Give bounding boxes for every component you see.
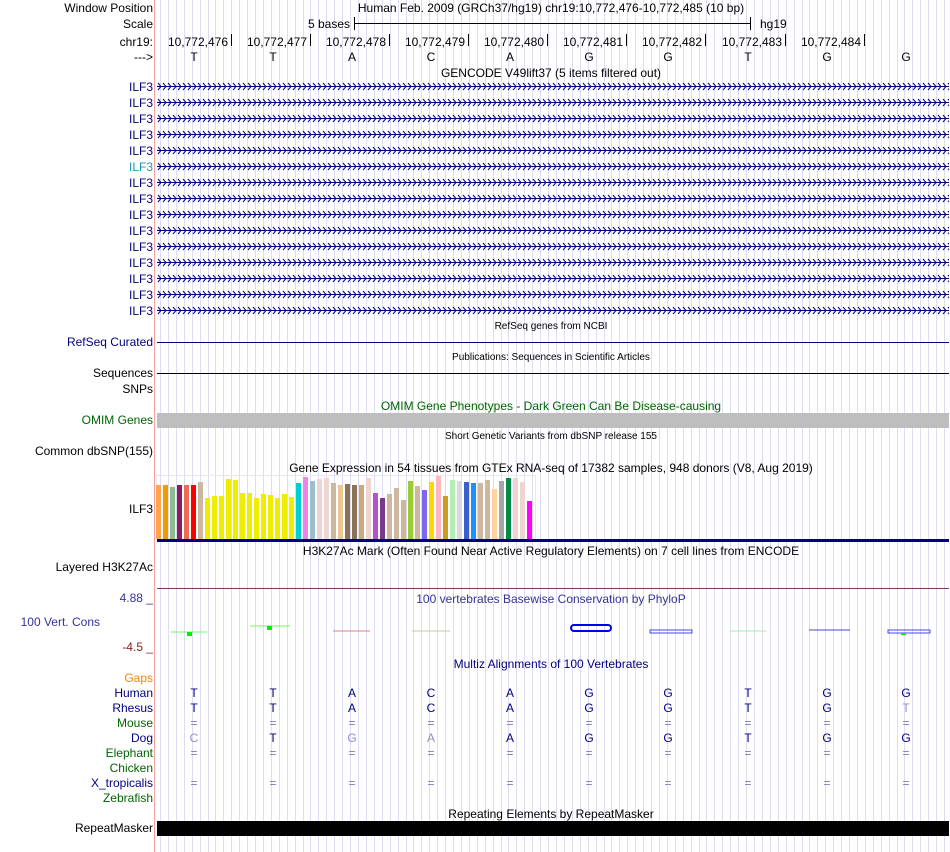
gtex-tissue-bar[interactable]: [352, 485, 357, 539]
gtex-tissue-bar[interactable]: [289, 497, 294, 539]
gtex-tissue-bar[interactable]: [177, 485, 182, 539]
coordinate-label: 10,772,476: [167, 35, 228, 49]
coordinate-tick: [231, 34, 232, 46]
gencode-gene-label[interactable]: ILF3: [128, 224, 153, 238]
repeatmasker-bar[interactable]: [157, 821, 949, 836]
dbsnp-label[interactable]: Common dbSNP(155): [34, 444, 153, 458]
gtex-tissue-bar[interactable]: [317, 479, 322, 539]
multiz-base: =: [190, 716, 198, 730]
gencode-transcript[interactable]: [157, 210, 949, 219]
coordinate-tick: [705, 34, 706, 46]
multiz-base: T: [190, 686, 198, 700]
multiz-base: =: [823, 776, 831, 790]
phylop-max: 4.88 _: [119, 591, 153, 605]
multiz-base: =: [902, 716, 910, 730]
gencode-gene-label[interactable]: ILF3: [128, 112, 153, 126]
multiz-base: =: [427, 776, 435, 790]
gtex-tissue-bar[interactable]: [170, 487, 175, 539]
multiz-base: =: [902, 776, 910, 790]
multiz-base: =: [585, 716, 593, 730]
scale-db: hg19: [760, 17, 787, 31]
gtex-tissue-bar[interactable]: [156, 485, 161, 539]
multiz-species-label[interactable]: Elephant: [105, 746, 153, 760]
gtex-tissue-bar[interactable]: [436, 476, 441, 539]
gtex-tissue-bar[interactable]: [471, 483, 476, 539]
strand-label: --->: [134, 50, 153, 64]
coordinate-tick: [785, 34, 786, 46]
multiz-base: T: [744, 686, 752, 700]
multiz-base: G: [663, 686, 673, 700]
gtex-tissue-bar[interactable]: [366, 478, 371, 539]
gtex-title[interactable]: Gene Expression in 54 tissues from GTEx RNA-seq of 17382 samples, 948 donors (V8, Aug 2019): [289, 461, 813, 475]
gtex-tissue-bar[interactable]: [303, 477, 308, 539]
gencode-gene-label[interactable]: ILF3: [128, 128, 153, 142]
multiz-base: =: [902, 746, 910, 760]
gencode-gene-label[interactable]: ILF3: [128, 240, 153, 254]
gencode-title[interactable]: GENCODE V49lift37 (5 items filtered out): [440, 66, 662, 80]
multiz-base: G: [822, 701, 832, 715]
multiz-base: =: [190, 776, 198, 790]
gencode-gene-label[interactable]: ILF3: [128, 288, 153, 302]
multiz-base: A: [347, 701, 357, 715]
multiz-species-label[interactable]: Zebrafish: [102, 791, 153, 805]
coordinate-tick: [547, 34, 548, 46]
multiz-base: =: [348, 776, 356, 790]
gtex-tissue-bar[interactable]: [247, 493, 252, 539]
chrom-label: chr19:: [119, 35, 153, 49]
gencode-gene-label[interactable]: ILF3: [128, 176, 153, 190]
h3k27ac-label[interactable]: Layered H3K27Ac: [55, 560, 153, 574]
gencode-transcript[interactable]: [157, 178, 949, 187]
gtex-tissue-bar[interactable]: [338, 485, 343, 539]
multiz-species-label[interactable]: X_tropicalis: [90, 776, 153, 790]
multiz-base: T: [190, 701, 198, 715]
phylop-mark: [571, 625, 611, 631]
multiz-base: =: [744, 776, 752, 790]
coordinate-tick: [389, 34, 390, 46]
multiz-base: C: [426, 701, 436, 715]
coordinate-tick: [310, 34, 311, 46]
phylop-label[interactable]: 100 Vert. Cons: [20, 615, 100, 629]
gencode-transcript[interactable]: [157, 226, 949, 235]
gtex-tissue-bar[interactable]: [163, 485, 168, 539]
gtex-tissue-bar[interactable]: [485, 480, 490, 539]
multiz-base: G: [347, 731, 357, 745]
multiz-base: C: [189, 731, 199, 745]
phylop-mark: [901, 633, 906, 635]
gencode-transcript[interactable]: [157, 114, 949, 123]
multiz-base: =: [506, 746, 514, 760]
gtex-tissue-bar[interactable]: [520, 482, 525, 539]
gencode-gene-label[interactable]: ILF3: [128, 304, 153, 318]
multiz-base: =: [744, 746, 752, 760]
gencode-transcript[interactable]: [157, 162, 949, 171]
base-letter: C: [426, 50, 436, 64]
multiz-species-label[interactable]: Human: [114, 686, 153, 700]
gencode-transcript[interactable]: [157, 194, 949, 203]
multiz-base: T: [902, 701, 910, 715]
omim-title[interactable]: OMIM Gene Phenotypes - Dark Green Can Be Disease-causing: [380, 399, 722, 413]
multiz-base: A: [505, 701, 515, 715]
base-letter: A: [347, 50, 357, 64]
gtex-tissue-bar[interactable]: [429, 482, 434, 539]
gtex-tissue-bar[interactable]: [212, 496, 217, 539]
multiz-base: T: [269, 701, 277, 715]
multiz-base: G: [901, 731, 911, 745]
coordinate-label: 10,772,479: [404, 35, 465, 49]
gtex-tissue-bar[interactable]: [492, 489, 497, 539]
multiz-species-label[interactable]: Chicken: [109, 761, 153, 775]
refseq-title[interactable]: RefSeq genes from NCBI: [494, 321, 608, 332]
multiz-base: =: [585, 776, 593, 790]
gtex-tissue-bar[interactable]: [527, 501, 532, 539]
phylop-mark: [187, 632, 192, 636]
gtex-tissue-bar[interactable]: [226, 479, 231, 539]
gencode-transcript[interactable]: [157, 290, 949, 299]
gencode-gene-label[interactable]: ILF3: [128, 160, 153, 174]
h3k27ac-title[interactable]: H3K27Ac Mark (Often Found Near Active Regulatory Elements) on 7 cell lines from ENCODE: [302, 544, 800, 558]
gtex-tissue-bar[interactable]: [506, 478, 511, 539]
gtex-tissue-bar[interactable]: [205, 498, 210, 539]
gtex-tissue-bar[interactable]: [240, 493, 245, 539]
multiz-base: =: [348, 716, 356, 730]
multiz-gaps-label[interactable]: Gaps: [124, 671, 153, 685]
multiz-base: G: [901, 686, 911, 700]
gencode-transcript[interactable]: [157, 258, 949, 267]
gtex-tissue-bar[interactable]: [401, 500, 406, 539]
coordinate-label: 10,772,480: [483, 35, 544, 49]
assembly-position: Human Feb. 2009 (GRCh37/hg19) chr19:10,772,476-10,772,485 (10 bp): [357, 1, 745, 15]
phylop-mark: [267, 626, 272, 630]
gtex-label[interactable]: ILF3: [128, 502, 153, 516]
multiz-base: C: [426, 686, 436, 700]
multiz-base: =: [506, 776, 514, 790]
multiz-base: A: [505, 731, 515, 745]
gtex-tissue-bar[interactable]: [359, 485, 364, 539]
gencode-gene-label[interactable]: ILF3: [128, 272, 153, 286]
repeatmasker-label[interactable]: RepeatMasker: [74, 821, 153, 835]
multiz-base: G: [663, 731, 673, 745]
phylop-mark: [888, 630, 930, 633]
gtex-tissue-bar[interactable]: [450, 480, 455, 539]
gtex-tissue-bar[interactable]: [394, 488, 399, 539]
multiz-base: T: [269, 731, 277, 745]
publications-title[interactable]: Publications: Sequences in Scientific Articles: [452, 352, 650, 363]
base-letter: T: [190, 50, 198, 64]
multiz-base: =: [664, 776, 672, 790]
base-letter: G: [901, 50, 911, 64]
gtex-tissue-bar[interactable]: [457, 481, 462, 539]
snps-label[interactable]: SNPs: [122, 382, 153, 396]
multiz-base: =: [427, 716, 435, 730]
multiz-base: =: [823, 716, 831, 730]
coordinate-label: 10,772,482: [641, 35, 702, 49]
gencode-transcript[interactable]: [157, 242, 949, 251]
publications-label[interactable]: Sequences: [92, 366, 153, 380]
gencode-transcript[interactable]: [157, 82, 949, 91]
gtex-tissue-bar[interactable]: [191, 485, 196, 539]
gtex-tissue-bar[interactable]: [478, 483, 483, 539]
gtex-tissue-bar[interactable]: [261, 494, 266, 539]
gtex-tissue-bar[interactable]: [380, 498, 385, 539]
gtex-tissue-bar[interactable]: [233, 480, 238, 539]
gtex-tissue-bar[interactable]: [184, 485, 189, 539]
gencode-gene-label[interactable]: ILF3: [128, 96, 153, 110]
gtex-tissue-bar[interactable]: [331, 483, 336, 539]
phylop-title[interactable]: 100 vertebrates Basewise Conservation by PhyloP: [416, 592, 686, 606]
phylop-mark: [650, 630, 692, 633]
base-letter: G: [584, 50, 594, 64]
gencode-transcript[interactable]: [157, 274, 949, 283]
gtex-tissue-bar[interactable]: [513, 478, 518, 539]
gtex-tissue-bar[interactable]: [268, 495, 273, 539]
base-letter: G: [663, 50, 673, 64]
multiz-base: A: [426, 731, 436, 745]
omim-label[interactable]: OMIM Genes: [81, 413, 153, 427]
multiz-species-label[interactable]: Rhesus: [112, 701, 153, 715]
gtex-tissue-bar[interactable]: [443, 496, 448, 539]
gtex-tissue-bar[interactable]: [275, 498, 280, 539]
multiz-base: =: [664, 716, 672, 730]
gtex-tissue-bar[interactable]: [219, 496, 224, 539]
multiz-base: =: [269, 746, 277, 760]
gtex-tissue-bar[interactable]: [387, 494, 392, 539]
multiz-title[interactable]: Multiz Alignments of 100 Vertebrates: [453, 657, 649, 671]
coordinate-tick: [626, 34, 627, 46]
multiz-base: =: [269, 716, 277, 730]
coordinate-label: 10,772,484: [800, 35, 861, 49]
base-letter: T: [744, 50, 752, 64]
repeatmasker-title[interactable]: Repeating Elements by RepeatMasker: [448, 807, 654, 821]
multiz-base: =: [585, 746, 593, 760]
gencode-gene-label[interactable]: ILF3: [128, 256, 153, 270]
gtex-tissue-bar[interactable]: [415, 486, 420, 539]
multiz-base: T: [269, 686, 277, 700]
multiz-base: =: [190, 746, 198, 760]
gtex-tissue-bar[interactable]: [373, 493, 378, 539]
multiz-species-label[interactable]: Mouse: [116, 716, 153, 730]
multiz-base: =: [269, 776, 277, 790]
base-letter: G: [822, 50, 832, 64]
multiz-base: G: [584, 701, 594, 715]
multiz-species-label[interactable]: Dog: [130, 731, 153, 745]
coordinate-label: 10,772,478: [325, 35, 386, 49]
coordinate-label: 10,772,481: [562, 35, 623, 49]
dbsnp-title[interactable]: Short Genetic Variants from dbSNP release 155: [445, 431, 657, 442]
scale-label: Scale: [122, 17, 153, 31]
multiz-base: G: [822, 731, 832, 745]
gtex-tissue-bar[interactable]: [254, 498, 259, 539]
coordinate-tick: [864, 34, 865, 46]
multiz-base: G: [584, 731, 594, 745]
phylop-min: -4.5 _: [122, 640, 153, 654]
base-letter: T: [269, 50, 277, 64]
multiz-base: =: [506, 716, 514, 730]
gencode-transcript[interactable]: [157, 306, 949, 315]
multiz-base: =: [664, 746, 672, 760]
base-letter: A: [505, 50, 515, 64]
gtex-tissue-bar[interactable]: [310, 481, 315, 539]
gencode-gene-label[interactable]: ILF3: [128, 144, 153, 158]
multiz-base: A: [505, 686, 515, 700]
coordinate-label: 10,772,477: [246, 35, 307, 49]
coordinate-tick: [468, 34, 469, 46]
gtex-tissue-bar[interactable]: [296, 483, 301, 539]
gencode-transcript[interactable]: [157, 130, 949, 139]
gtex-tissue-bar[interactable]: [345, 484, 350, 539]
window-position-label: Window Position: [64, 1, 153, 15]
multiz-base: =: [823, 746, 831, 760]
gencode-gene-label[interactable]: ILF3: [128, 208, 153, 222]
multiz-base: G: [822, 686, 832, 700]
multiz-base: T: [744, 701, 752, 715]
multiz-base: =: [427, 746, 435, 760]
refseq-label[interactable]: RefSeq Curated: [66, 335, 153, 349]
gtex-tissue-bar[interactable]: [499, 481, 504, 539]
multiz-base: G: [663, 701, 673, 715]
coordinate-label: 10,772,483: [721, 35, 782, 49]
gtex-tissue-bar[interactable]: [464, 482, 469, 539]
gtex-tissue-bar[interactable]: [422, 490, 427, 539]
gtex-tissue-bar[interactable]: [282, 494, 287, 539]
multiz-base: G: [584, 686, 594, 700]
gencode-transcript[interactable]: [157, 146, 949, 155]
multiz-base: =: [744, 716, 752, 730]
gtex-tissue-bar[interactable]: [324, 478, 329, 539]
multiz-base: =: [348, 746, 356, 760]
gtex-tissue-bar[interactable]: [198, 482, 203, 539]
gencode-gene-label[interactable]: ILF3: [128, 192, 153, 206]
gencode-gene-label[interactable]: ILF3: [128, 80, 153, 94]
gencode-transcript[interactable]: [157, 98, 949, 107]
multiz-base: A: [347, 686, 357, 700]
gtex-tissue-bar[interactable]: [408, 481, 413, 539]
scale-text: 5 bases: [307, 17, 350, 31]
multiz-base: T: [744, 731, 752, 745]
